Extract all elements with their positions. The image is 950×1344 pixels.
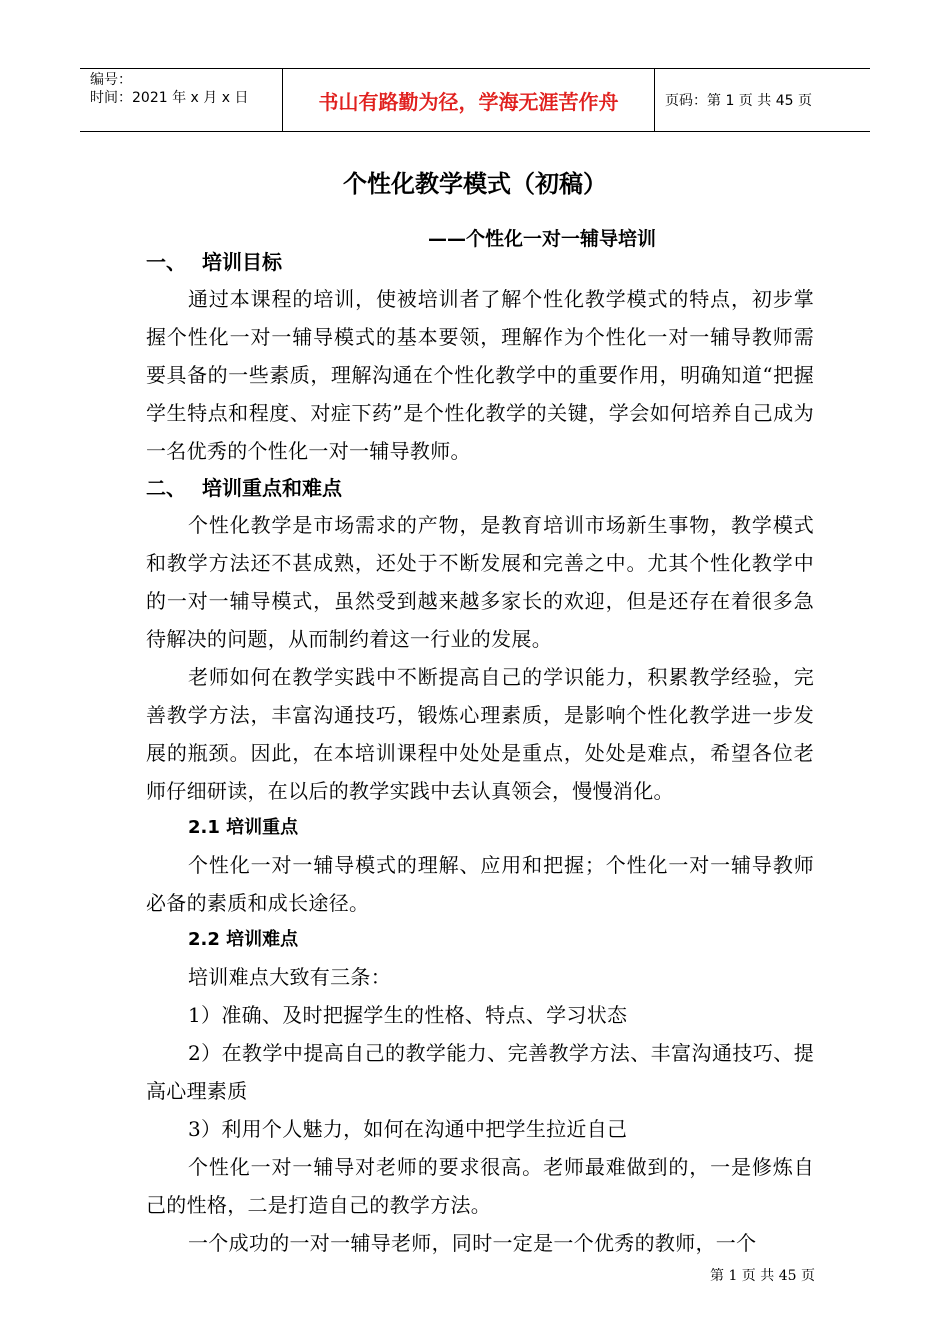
section-heading-1 bbox=[146, 244, 814, 280]
paragraph: 个性化教学是市场需求的产物，是教育培训市场新生事物，教学模式和教学方法还不甚成熟，还处于不断发展和完善之中。尤其个性化教学中的一对一辅导模式，虽然受到越来越多家长的欢迎，但是还存在着很多急待解决的问题，从而制约着这一行业的发展。 bbox=[146, 513, 814, 651]
list-item: 1）准确、及时把握学生的性格、特点、学习状态 bbox=[188, 1003, 628, 1027]
list-item: 2）在教学中提高自己的教学能力、完善教学方法、丰富沟通技巧、提高心理素质 bbox=[146, 1041, 814, 1103]
section-number: 一、 bbox=[146, 250, 186, 274]
header-meta bbox=[80, 69, 282, 131]
paragraph: 培训难点大致有三条： bbox=[188, 965, 391, 989]
section-number: 二、 bbox=[146, 476, 186, 500]
paragraph: 通过本课程的培训，使被培训者了解个性化教学模式的特点，初步掌握个性化一对一辅导模式的基本要领，理解作为个性化一对一辅导教师需要具备的一些素质，理解沟通在个性化教学中的重要作用，明确知道“把握学生特点和程度、对症下药”是个性化教学的关键，学会如何培养自己成为一名优秀的个性化一对一辅导教师。 bbox=[146, 287, 814, 463]
document-subtitle: ——个性化一对一辅导培训 bbox=[428, 228, 657, 250]
list-item: 3）利用个人魅力，如何在沟通中把学生拉近自己 bbox=[188, 1117, 628, 1141]
subsection-heading-2-1: 2.1 培训重点 bbox=[188, 817, 299, 838]
section-title: 培训重点和难点 bbox=[202, 476, 342, 500]
page-header bbox=[80, 68, 870, 132]
subsection-heading-2-2: 2.2 培训难点 bbox=[188, 929, 299, 950]
serial-label: 编号： bbox=[90, 72, 132, 88]
paragraph: 一个成功的一对一辅导老师，同时一定是一个优秀的教师，一个 bbox=[188, 1231, 757, 1255]
header-motto: 书山有路勤为径，学海无涯苦作舟 bbox=[282, 69, 655, 131]
paragraph: 个性化一对一辅导模式的理解、应用和把握；个性化一对一辅导教师必备的素质和成长途径。 bbox=[146, 853, 814, 915]
document-body bbox=[146, 244, 814, 1262]
document-title: 个性化教学模式（初稿） bbox=[343, 170, 607, 198]
header-page-info: 页码：第 1 页 共 45 页 bbox=[665, 93, 812, 109]
section-title: 培训目标 bbox=[202, 250, 282, 274]
page-footer: 第 1 页 共 45 页 bbox=[710, 1268, 815, 1284]
paragraph: 老师如何在教学实践中不断提高自己的学识能力，积累教学经验，完善教学方法，丰富沟通技巧，锻炼心理素质，是影响个性化教学进一步发展的瓶颈。因此，在本培训课程中处处是重点，处处是难点，希望各位老师仔细研读，在以后的教学实践中去认真领会，慢慢消化。 bbox=[146, 665, 814, 803]
paragraph: 个性化一对一辅导对老师的要求很高。老师最难做到的，一是修炼自己的性格，二是打造自己的教学方法。 bbox=[146, 1155, 814, 1217]
time-label: 时间：2021 年 x 月 x 日 bbox=[90, 90, 249, 106]
section-heading-2 bbox=[146, 470, 814, 506]
